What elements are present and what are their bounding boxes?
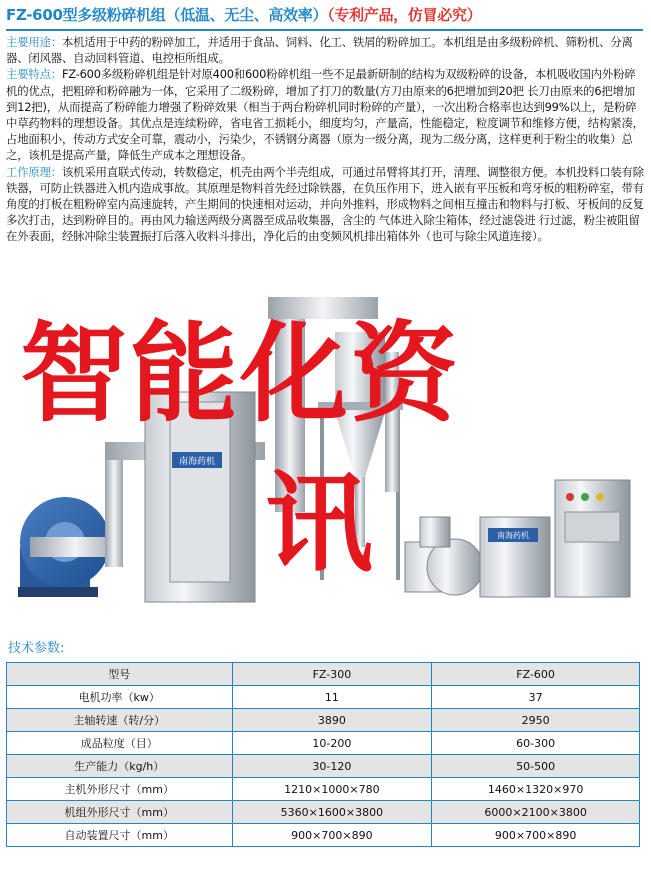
table-cell: 6000×2100×3800	[432, 801, 640, 824]
specs-header-row	[7, 663, 640, 686]
table-row	[7, 709, 640, 732]
table-cell: 机组外形尺寸（mm）	[7, 801, 233, 824]
table-cell: 10-200	[232, 732, 432, 755]
table-cell: 2950	[432, 709, 640, 732]
usage-label: 主要用途：	[6, 35, 62, 49]
features-paragraph	[6, 66, 644, 163]
table-cell: 电机功率（kw）	[7, 686, 233, 709]
principle-label: 工作原理：	[6, 164, 62, 179]
title-tag: （专利产品，仿冒必究）	[327, 6, 482, 24]
table-row	[7, 778, 640, 801]
table-cell: 50-500	[432, 755, 640, 778]
watermark-overlay	[20, 300, 640, 600]
title-divider	[6, 29, 643, 31]
plate-right: 南海药机	[497, 531, 529, 540]
title-main: FZ-600型多级粉碎机组	[6, 6, 166, 24]
table-row	[7, 801, 640, 824]
table-cell: 成品粒度（目）	[7, 732, 233, 755]
plate-left: 南海药机	[178, 457, 216, 467]
table-cell: 5360×1600×3800	[232, 801, 432, 824]
usage-text: 本机适用于中药的粉碎加工，并适用于食品、饲料、化工、铁屑的粉碎加工。本机组是由多级粉碎机、筛粉机、分离器、闭风器、自动回料管道、电控柜所组成。	[6, 35, 633, 66]
principle-paragraph	[6, 164, 644, 245]
principle-text: 该机采用直联式传动，转数稳定，机壳由两个半壳组成，可通过吊臂将其打开，清理、调整很方便。本机投料口装有除铁器，可防止铁器进入机内造成事故。其原理是物料首先经过除铁器，在负压作用下，进入嵌有平压板和弯牙板的粗粉碎室，带有角度的打板在粗粉碎室内高速旋转，产生期间的快速相对运动，并向外推料，形成物料之间相互撞击和物料与打板、牙板间的反复多次打击，达到粉碎目的。再由风力输送两级分离器至成品收集器，含尘的 气体进入除尘箱体，经过滤袋进 行过滤，粉尘被阻留在外表面，经脉冲除尘装置振打后落入收料斗排出，净化后的由变频风机排出箱体外（也可与除尘风道连接）。	[6, 164, 644, 244]
table-cell: 主机外形尺寸（mm）	[7, 778, 233, 801]
table-row	[7, 755, 640, 778]
table-row	[7, 686, 640, 709]
overlay-line-2: 讯	[265, 462, 376, 587]
usage-paragraph	[6, 34, 644, 66]
title-features: （低温、无尘、高效率）	[165, 6, 328, 24]
description-block	[6, 34, 644, 245]
features-text: FZ-600多级粉碎机组是针对原400和600粉碎机组一些不足最新研制的结构为双级粉碎的设备，本机吸收国内外粉碎机的优点，把粗碎和粉碎融为一体，它采用了二级粉碎，增加了打刀的数量(方刀由原来的6把增加到20把 长刀由原来的6把增加到12把)，从而提高了粉碎能力增强了粉碎效果（相当于两台粉碎机同时粉碎的产量），一次出粉合格率也达到99%以上，是粉碎中草药物料的理想设备。其优点是连续粉碎，省电省工损耗小，细度均匀，产量高，性能稳定，粒度调节和维修方便，结构紧凑，占地面积小，传动方式安全可靠，震动小，污染少，不锈钢分离器（原为一级分离，现为二级分离，这样更利于粉尘的收集）总之，该机是提高产量，降低生产成本之理想设备。	[6, 67, 644, 163]
table-row	[7, 732, 640, 755]
overlay-line-1: 智能化资	[20, 312, 461, 437]
header-cell: 型号	[7, 663, 233, 686]
header-cell: FZ-600	[432, 663, 640, 686]
table-cell: 1460×1320×970	[432, 778, 640, 801]
table-cell: 1210×1000×780	[232, 778, 432, 801]
table-cell: 60-300	[432, 732, 640, 755]
table-cell: 生产能力（kg/h）	[7, 755, 233, 778]
specs-title: 技术参数:	[8, 641, 65, 656]
table-cell: 自动装置尺寸（mm）	[7, 824, 233, 847]
table-cell: 11	[232, 686, 432, 709]
specs-table	[6, 662, 640, 847]
table-cell: 3890	[232, 709, 432, 732]
table-cell: 37	[432, 686, 640, 709]
table-cell: 900×700×890	[232, 824, 432, 847]
page-title	[6, 4, 481, 25]
table-cell: 900×700×890	[432, 824, 640, 847]
table-cell: 30-120	[232, 755, 432, 778]
features-label: 主要特点：	[6, 67, 62, 82]
table-row	[7, 824, 640, 847]
table-cell: 主轴转速（转/分）	[7, 709, 233, 732]
header-cell: FZ-300	[232, 663, 432, 686]
